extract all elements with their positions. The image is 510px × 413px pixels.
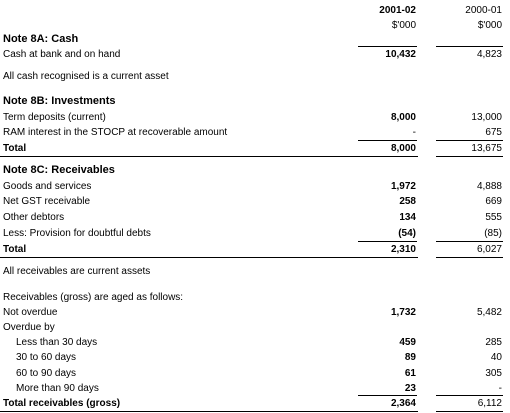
investments-total-row (0, 141, 510, 156)
overdue-60-90-2001-value: 61 (404, 368, 416, 379)
cash-footnote: All cash recognised is a current asset (3, 71, 169, 82)
aged-intro-row (0, 290, 510, 305)
cash-row (0, 47, 510, 62)
receivables-total-2001-value: 2,310 (390, 244, 416, 255)
not-overdue-row (0, 305, 510, 320)
gross-total-bottom-rule-col2 (436, 411, 503, 412)
note-8a-heading-row (0, 32, 510, 47)
investments-total-label: Total (3, 143, 27, 154)
net-gst-2001-value: 258 (399, 196, 416, 207)
overdue-gt90-2001-value: 23 (404, 383, 416, 394)
overdue-gt90-label: More than 90 days (16, 383, 99, 394)
doubtful-debts-2000-value: (85) (484, 228, 502, 239)
overdue-30-60-label: 30 to 60 days (16, 352, 77, 363)
doubtful-debts-2001-value: (54) (398, 228, 416, 239)
receivables-total-bottom-rule-col2 (436, 257, 503, 258)
overdue-30-60-2000-value: 40 (490, 352, 502, 363)
overdue-60-90-row (0, 366, 510, 381)
receivables-total-2000-value: 6,027 (476, 244, 502, 255)
overdue-60-90-label: 60 to 90 days (16, 368, 77, 379)
aged-intro: Receivables (gross) are aged as follows: (3, 292, 184, 303)
col1-unit-header: $'000 (391, 20, 416, 31)
cash-label: Cash at bank and on hand (3, 49, 121, 60)
net-gst-row (0, 194, 510, 209)
receivables-total-label: Total (3, 244, 27, 255)
goods-services-2000-value: 4,888 (476, 181, 502, 192)
receivables-total-bottom-rule-col1 (0, 257, 418, 258)
investments-total-bottom-rule-col1 (0, 156, 418, 157)
ram-interest-label: RAM interest in the STOCP at recoverable amount (3, 127, 228, 138)
net-gst-2000-value: 669 (485, 196, 502, 207)
note-8c-title: Note 8C: Receivables (3, 164, 115, 176)
note-8b-title: Note 8B: Investments (3, 95, 116, 107)
header-years-row (0, 3, 510, 18)
overdue-by-label: Overdue by (3, 322, 55, 333)
overdue-30-60-row (0, 350, 510, 365)
ram-interest-row (0, 125, 510, 140)
not-overdue-label: Not overdue (3, 307, 58, 318)
overdue-gt90-2000-value: - (498, 383, 502, 394)
other-debtors-2000-value: 555 (485, 212, 502, 223)
ram-interest-2001-value: - (412, 127, 416, 138)
ram-interest-2000-value: 675 (485, 127, 502, 138)
term-deposits-label: Term deposits (current) (3, 112, 106, 123)
doubtful-debts-row (0, 226, 510, 241)
receivables-footnote: All receivables are current assets (3, 266, 151, 277)
investments-total-2001-value: 8,000 (390, 143, 416, 154)
gross-total-row (0, 396, 510, 411)
note-8a-title: Note 8A: Cash (3, 33, 79, 45)
goods-services-label: Goods and services (3, 181, 92, 192)
goods-services-2001-value: 1,972 (390, 181, 416, 192)
overdue-30-60-2001-value: 89 (404, 352, 416, 363)
overdue-60-90-2000-value: 305 (485, 368, 502, 379)
cash-2001-value: 10,432 (385, 49, 416, 60)
investments-total-2000-value: 13,675 (471, 143, 502, 154)
gross-total-2001-value: 2,364 (390, 398, 416, 409)
other-debtors-label: Other debtors (3, 212, 65, 223)
cash-footnote-row (0, 69, 510, 84)
col2-year-header: 2000-01 (465, 5, 502, 16)
note-8c-heading-row (0, 163, 510, 178)
term-deposits-2000-value: 13,000 (471, 112, 502, 123)
overdue-by-row (0, 320, 510, 335)
overdue-lt30-2001-value: 459 (399, 337, 416, 348)
cash-2000-value: 4,823 (476, 49, 502, 60)
overdue-lt30-row (0, 335, 510, 350)
not-overdue-2001-value: 1,732 (390, 307, 416, 318)
receivables-footnote-row (0, 264, 510, 279)
not-overdue-2000-value: 5,482 (476, 307, 502, 318)
gross-total-bottom-rule-col1 (0, 411, 418, 412)
gross-total-2000-value: 6,112 (477, 398, 502, 409)
term-deposits-row (0, 110, 510, 125)
overdue-lt30-label: Less than 30 days (16, 337, 98, 348)
header-units-row (0, 18, 510, 33)
doubtful-debts-label: Less: Provision for doubtful debts (3, 228, 151, 239)
other-debtors-row (0, 210, 510, 225)
goods-services-row (0, 179, 510, 194)
col1-year-header: 2001-02 (379, 5, 416, 16)
other-debtors-2001-value: 134 (399, 212, 416, 223)
investments-total-bottom-rule-col2 (436, 156, 503, 157)
term-deposits-2001-value: 8,000 (390, 112, 416, 123)
col2-unit-header: $'000 (477, 20, 502, 31)
net-gst-label: Net GST receivable (3, 196, 91, 207)
overdue-lt30-2000-value: 285 (485, 337, 502, 348)
note-8b-heading-row (0, 94, 510, 109)
overdue-gt90-row (0, 381, 510, 396)
receivables-total-row (0, 242, 510, 257)
gross-total-label: Total receivables (gross) (3, 398, 121, 409)
